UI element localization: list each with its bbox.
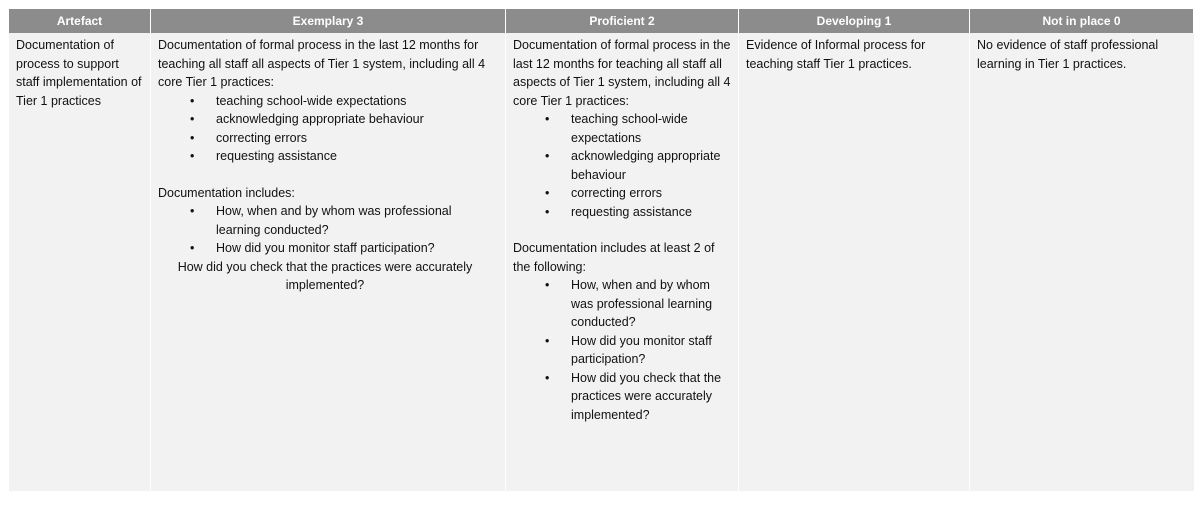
rubric-table [9,9,1194,491]
exemplary-closing: How did you check that the practices were accurately implemented? [177,259,473,292]
exemplary-doc-intro: Documentation includes: [158,185,295,200]
exemplary-practices-list [158,92,498,166]
list-item: • teaching school-wide expectations [571,110,731,147]
list-item: • How, when and by whom was professional learning conducted? [571,276,731,332]
cell-not-in-place [970,33,1194,491]
header-proficient: Proficient 2 [506,9,739,33]
cell-developing [739,33,970,491]
proficient-doc-list [513,276,731,424]
artefact-text: Documentation of process to support staff implementation of Tier 1 practices [16,38,142,108]
header-not-in-place: Not in place 0 [970,9,1194,33]
cell-artefact [9,33,151,491]
proficient-intro: Documentation of formal process in the last 12 months for teaching all staff all aspects of Tier 1 system, including all 4 core Tier 1 practices: [513,38,731,108]
developing-text: Evidence of Informal process for teaching staff Tier 1 practices. [746,38,926,71]
proficient-doc-intro: Documentation includes at least 2 of the following: [513,241,715,274]
header-exemplary: Exemplary 3 [151,9,506,33]
list-item: • requesting assistance [571,203,731,222]
exemplary-intro: Documentation of formal process in the last 12 months for teaching all staff all aspects of Tier 1 system, including all 4 core Tier 1 practices: [158,38,486,89]
exemplary-doc-list [158,202,498,258]
list-item: • teaching school-wide expectations [216,92,498,111]
list-item: • How did you monitor staff participation? [571,332,731,369]
list-item: • acknowledging appropriate behaviour [216,110,498,129]
proficient-practices-list [513,110,731,221]
list-item: • How did you check that the practices were accurately implemented? [571,369,731,425]
list-item: • How did you monitor staff participation? [216,239,498,258]
list-item: • requesting assistance [216,147,498,166]
cell-exemplary [151,33,506,491]
list-item: • How, when and by whom was professional learning conducted? [216,202,498,239]
not-in-place-text: No evidence of staff professional learning in Tier 1 practices. [977,38,1159,71]
list-item: • acknowledging appropriate behaviour [571,147,731,184]
cell-proficient [506,33,739,491]
list-item: • correcting errors [216,129,498,148]
header-developing: Developing 1 [739,9,970,33]
header-artefact: Artefact [9,9,151,33]
list-item: • correcting errors [571,184,731,203]
